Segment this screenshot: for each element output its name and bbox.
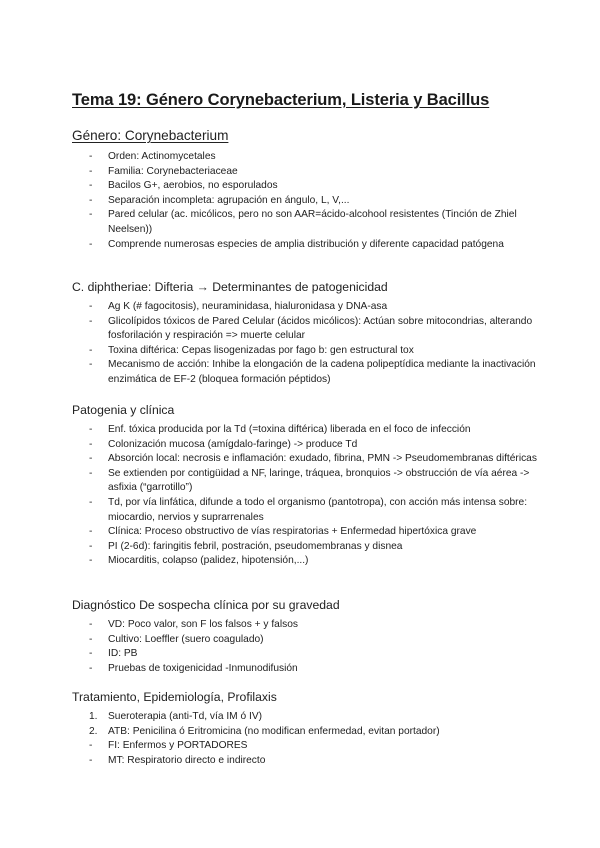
section-heading: C. diphtheriae: Difteria → Determinantes de patogenicidad — [72, 280, 388, 294]
bullet-marker: - — [89, 662, 93, 674]
bullet-marker: - — [89, 315, 93, 327]
list-item: - Glicolípidos tóxicos de Pared Celular (ácidos micólicos): Actúan sobre mitocondrias, alterando fosforilación y respiración => muerte celular — [89, 315, 533, 342]
list-item: - Separación incompleta: agrupación en ángulo, L, V,... — [72, 194, 542, 209]
list-item: - Orden: Actinomycetales — [72, 150, 542, 165]
page-title: Tema 19: Género Corynebacterium, Listeria y Bacillus — [72, 91, 490, 109]
section-heading: Patogenia y clínica — [72, 403, 175, 417]
section-corynebacterium — [72, 128, 542, 252]
bullet-marker: - — [89, 238, 93, 250]
list-item: - MT: Respiratorio directo e indirecto — [72, 754, 542, 769]
bullet-list — [72, 423, 542, 569]
list-item: - Comprende numerosas especies de amplia distribución y diferente capacidad patógena — [72, 238, 542, 253]
list-marker: - — [89, 740, 93, 752]
list-item: - ID: PB — [72, 647, 542, 662]
bullet-marker: - — [89, 633, 93, 645]
section-heading: Diagnóstico De sospecha clínica por su gravedad — [72, 598, 340, 612]
list-marker: 2. — [89, 725, 98, 737]
list-item: - Pared celular (ac. micólicos, pero no son AAR=ácido-alcohool resistentes (Tinción de Zhiel Neelsen)) — [89, 209, 517, 235]
bullet-marker: - — [89, 438, 93, 450]
bullet-marker: - — [89, 209, 93, 221]
list-item: - Ag K (# fagocitosis), neuraminidasa, hialuronidasa y DNA-asa — [72, 300, 542, 315]
section-c-diphtheriae — [72, 280, 542, 388]
list-item: - Enf. tóxica producida por la Td (=toxina diftérica) liberada en el foco de infección — [72, 423, 542, 438]
list-item: - Bacilos G+, aerobios, no esporulados — [72, 179, 542, 194]
section-heading: Tratamiento, Epidemiología, Profilaxis — [72, 690, 277, 704]
list-item: - Se extienden por contigüidad a NF, laringe, tráquea, bronquios -> obstrucción de vía aérea -> asfixia (“garrotillo”) — [89, 467, 530, 494]
bullet-list — [72, 618, 542, 676]
bullet-marker: - — [89, 359, 93, 371]
bullet-marker: - — [89, 151, 93, 162]
bullet-marker: - — [89, 496, 93, 508]
bullet-marker: - — [89, 194, 93, 206]
list-item: - FI: Enfermos y PORTADORES — [72, 739, 542, 754]
bullet-marker: - — [89, 344, 93, 356]
bullet-marker: - — [89, 453, 93, 465]
bullet-marker: - — [89, 180, 93, 192]
list-item: - Clínica: Proceso obstructivo de vías respiratorias + Enfermedad hipertóxica grave — [72, 525, 542, 540]
section-tratamiento — [72, 690, 542, 768]
list-item: 2. ATB: Penicilina ó Eritromicina (no modifican enfermedad, evitan portador) — [72, 725, 542, 740]
list-item: - Toxina diftérica: Cepas lisogenizadas por fago b: gen estructural tox — [72, 344, 542, 359]
section-diagnostico — [72, 598, 542, 676]
section-heading: Género: Corynebacterium — [72, 128, 229, 143]
list-item: - Absorción local: necrosis e inflamación: exudado, fibrina, PMN -> Pseudomembranas diftéricas — [72, 452, 542, 467]
bullet-marker: - — [89, 467, 93, 479]
list-item: - PI (2-6d): faringitis febril, postración, pseudomembranas y disnea — [72, 540, 542, 555]
list-marker: 1. — [89, 711, 98, 722]
numbered-list — [72, 710, 542, 768]
bullet-marker: - — [89, 424, 93, 435]
list-item: - Miocarditis, colapso (palidez, hipotensión,...) — [72, 554, 542, 569]
list-marker: - — [89, 754, 93, 766]
list-item: - Cultivo: Loeffler (suero coagulado) — [72, 633, 542, 648]
list-item: - Td, por vía linfática, difunde a todo el organismo (pantotropa), con acción más intensa sobre: miocardio, nervios y suprarrenales — [89, 496, 528, 523]
bullet-marker: - — [89, 165, 93, 177]
section-patogenia — [72, 403, 542, 569]
list-item: - Colonización mucosa (amígdalo-faringe) -> produce Td — [72, 438, 542, 453]
bullet-marker: - — [89, 555, 93, 567]
list-item: - Familia: Corynebacteriaceae — [72, 165, 542, 180]
list-item: - Mecanismo de acción: Inhibe la elongación de la cadena polipeptídica mediante la inactivación enzimática de EF-2 (bloquea formación péptidos) — [89, 359, 536, 385]
bullet-marker: - — [89, 540, 93, 552]
list-item: 1. Sueroterapia (anti-Td, vía IM ó IV) — [72, 710, 542, 725]
bullet-marker: - — [89, 648, 93, 660]
list-item: - Pruebas de toxigenicidad -Inmunodifusión — [72, 662, 542, 677]
bullet-list — [72, 300, 542, 388]
bullet-list — [72, 150, 542, 252]
bullet-marker: - — [89, 301, 93, 312]
list-item: - VD: Poco valor, son F los falsos + y falsos — [72, 618, 542, 633]
bullet-marker: - — [89, 526, 93, 538]
bullet-marker: - — [89, 619, 93, 630]
